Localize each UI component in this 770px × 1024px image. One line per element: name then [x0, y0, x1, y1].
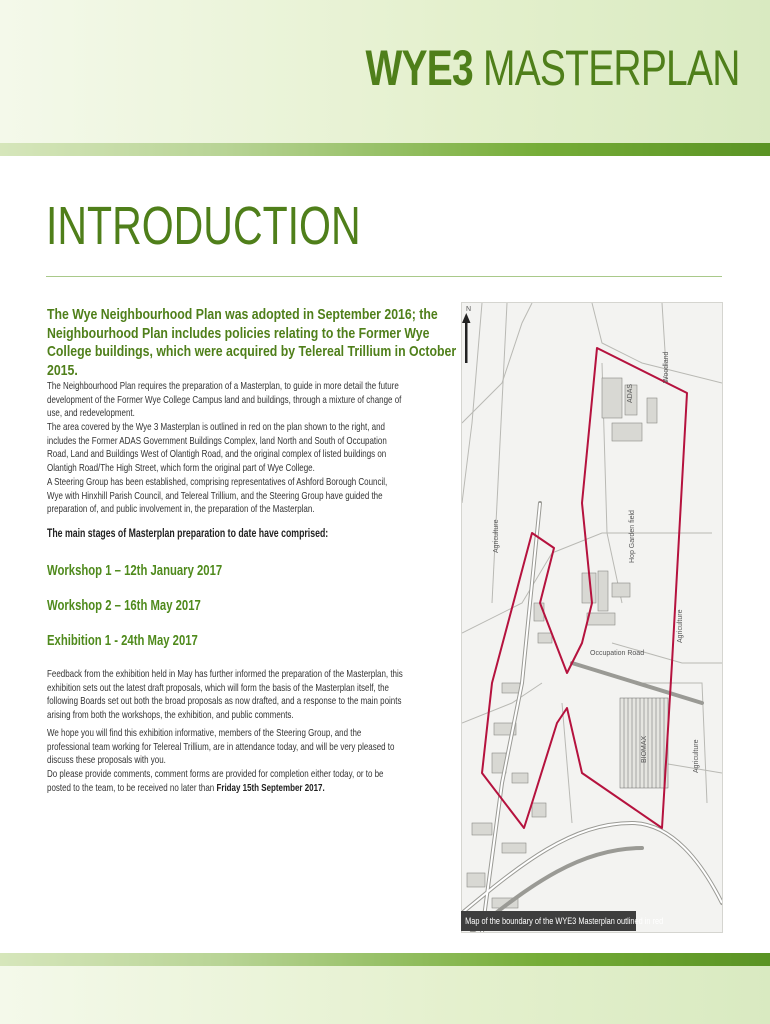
- map-label-adas: ADAS: [627, 383, 634, 403]
- paragraph-5: We hope you will find this exhibition informative, members of the Steering Group, and the professional team working for Telereal Trillium, are in attendance today, and will be very pleased to discuss these proposals with you.: [47, 727, 395, 767]
- stages-heading: The main stages of Masterplan preparation to date have comprised:: [47, 528, 329, 540]
- map-label-agriculture-west: Agriculture: [493, 519, 500, 553]
- lead-paragraph: The Wye Neighbourhood Plan was adopted in September 2016; the Neighbourhood Plan includes policies relating to the Former Wye College buildings, which were acquired by Telereal Trillium in October 2015.: [47, 306, 457, 379]
- paragraph-1: The Neighbourhood Plan requires the preparation of a Masterplan, to guide in more detail the future development of the Former Wye College Campus land and buildings, through a mixture of change of use, and redevelopment.: [47, 380, 402, 420]
- map-label-biomax: BIOMAX: [641, 735, 648, 763]
- footer-band: [0, 966, 770, 1024]
- north-arrow: [462, 313, 471, 363]
- map-label-woodland: Woodland: [663, 351, 670, 383]
- closing-text: Do please provide comments, comment forms are provided for completion either today, or to be posted to the team, to be received no later than: [47, 768, 384, 794]
- header-stripe: [0, 143, 770, 156]
- title-bold: WYE3: [365, 40, 474, 96]
- north-label: N: [466, 306, 472, 313]
- section-heading: INTRODUCTION: [46, 196, 361, 256]
- stage-exhibition-1: Exhibition 1 - 24th May 2017: [47, 633, 198, 649]
- paragraph-2: The area covered by the Wye 3 Masterplan is outlined in red on the plan shown to the right, and includes the Former ADAS Government Buildings Complex, land North and South of Occupation Road, Land and Buildings West of Olantigh Road, and the original complex of listed buildings on Olantigh Road/The High Street, which form the original part of Wye College.: [47, 421, 387, 474]
- title-rest: MASTERPLAN: [483, 40, 740, 96]
- map-caption-text: Map of the boundary of the WYE3 Masterplan outlined in red: [465, 916, 664, 926]
- map-label-agriculture-south: Agriculture: [693, 739, 700, 773]
- paragraph-3: A Steering Group has been established, comprising representatives of Ashford Borough Council, Wye with Hinxhill Parish Council, and Telereal Trillium, and the Steering Group have guided the preparation of, and public involvement in, the preparation of the Masterplan.: [47, 476, 388, 516]
- map-label-hop-garden: Hop Garden field: [629, 510, 636, 563]
- divider: [46, 276, 722, 277]
- page-title: [366, 40, 740, 96]
- paragraph-4: Feedback from the exhibition held in May has further informed the preparation of the Masterplan, this exhibition sets out the latest draft proposals, which will form the basis of the Masterplan itself, the following Boards set out both the broad proposals as now drafted, and a response to the main points arising from both the workshops, the exhibition, and public comments.: [47, 668, 403, 721]
- footer-stripe: [0, 953, 770, 966]
- paragraph-6: [47, 768, 404, 795]
- map-label-occupation-road: Occupation Road: [590, 650, 645, 657]
- closing-date: Friday 15th September 2017.: [216, 781, 325, 794]
- stage-workshop-1: Workshop 1 – 12th January 2017: [47, 563, 223, 579]
- stage-workshop-2: Workshop 2 – 16th May 2017: [47, 598, 201, 614]
- site-map: [461, 302, 723, 933]
- map-caption: [461, 911, 664, 931]
- map-drawing: [462, 303, 722, 932]
- map-label-agriculture-east: Agriculture: [677, 609, 684, 643]
